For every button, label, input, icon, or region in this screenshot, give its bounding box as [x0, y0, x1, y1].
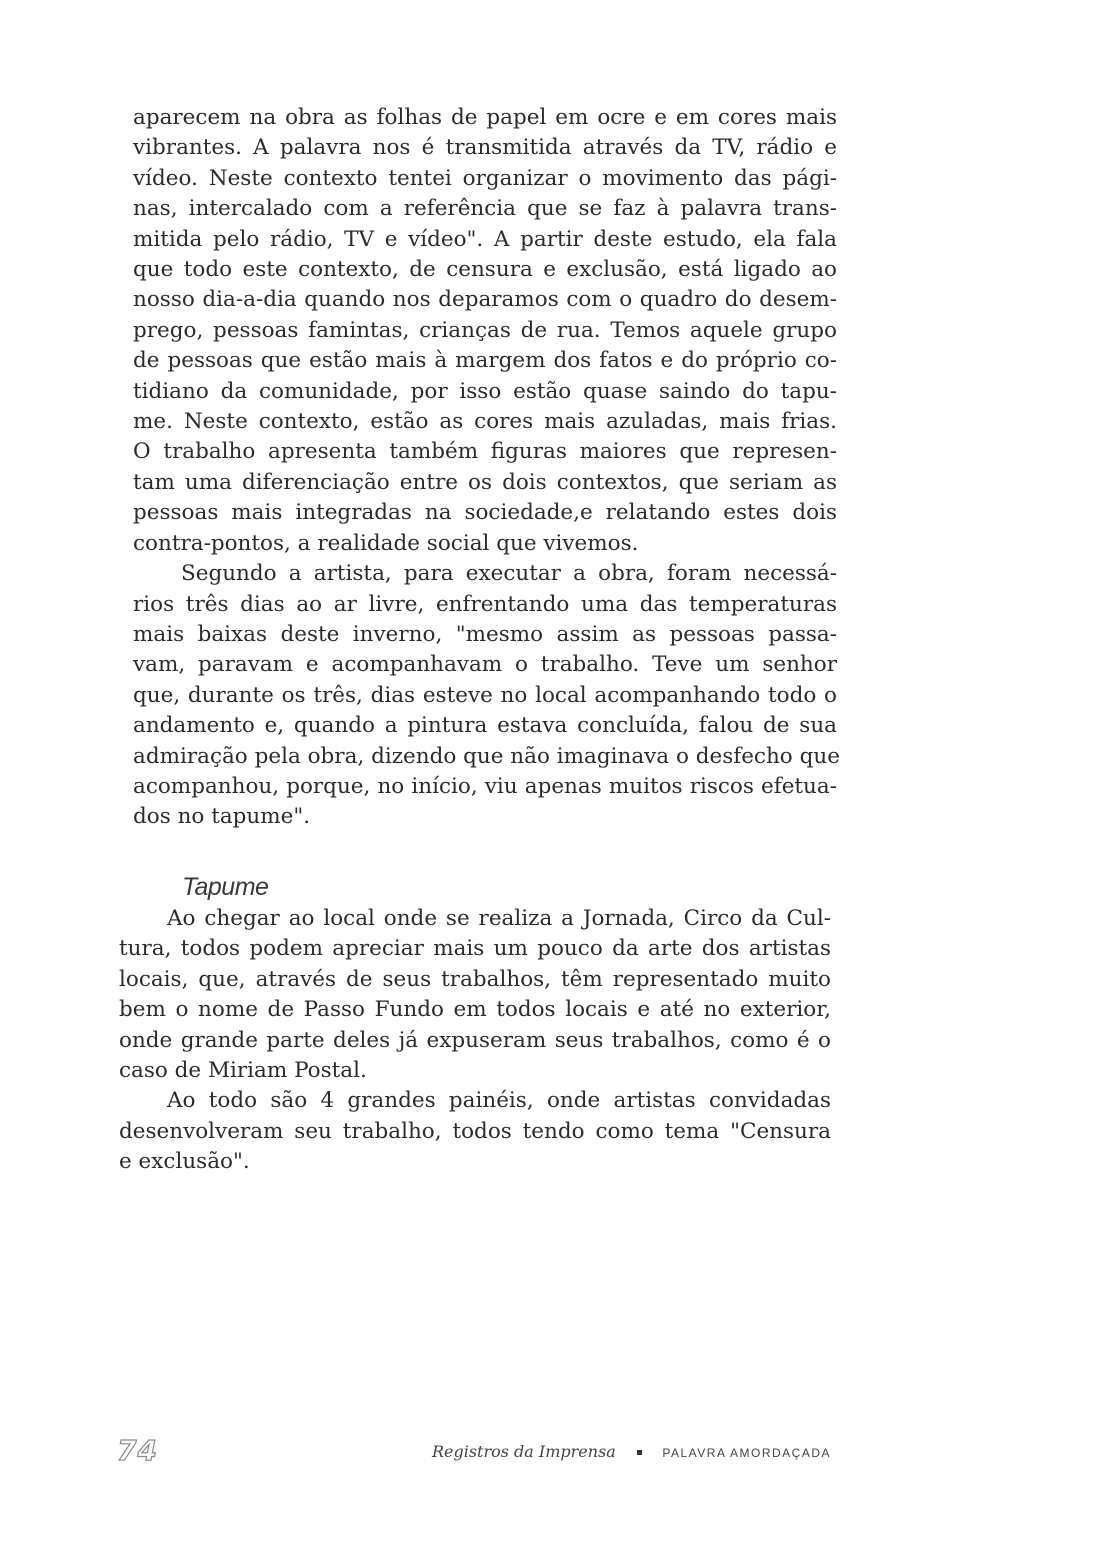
section-heading: Tapume [182, 873, 269, 901]
text-line: Ao todo são 4 grandes painéis, onde artistas convidadas [167, 1088, 831, 1114]
page-footer [117, 1436, 831, 1466]
paragraph [133, 103, 837, 559]
text-line: pessoas mais integradas na sociedade,e relatando estes dois [133, 500, 837, 526]
text-line: que todo este contexto, de censura e exclusão, está ligado ao [133, 257, 837, 283]
text-line: mitida pelo rádio, TV e vídeo". A partir deste estudo, ela fala [133, 226, 837, 252]
section-tapume [119, 872, 831, 1178]
text-line: tura, todos podem apreciar mais um pouco da arte dos artistas [119, 936, 831, 962]
text-line: O trabalho apresenta também figuras maiores que represen- [133, 439, 837, 465]
section-body-text [119, 904, 831, 1178]
running-title [432, 1442, 831, 1461]
bullet-separator [637, 1450, 642, 1455]
text-line: locais, que, através de seus trabalhos, têm representado muito [119, 966, 831, 992]
text-line: me. Neste contexto, estão as cores mais azuladas, mais frias. [133, 409, 837, 435]
text-line: e exclusão". [119, 1149, 250, 1175]
page-number: 74 [117, 1434, 158, 1467]
text-line: acompanhou, porque, no início, viu apenas muitos riscos efetua- [133, 773, 837, 799]
text-line: mais baixas deste inverno, "mesmo assim as pessoas passa- [133, 621, 837, 647]
text-line: admiração pela obra, dizendo que não imaginava o desfecho que [133, 743, 840, 769]
chapter-title: PALAVRA AMORDAÇADA [662, 1446, 831, 1460]
text-line: que, durante os três, dias esteve no local acompanhando todo o [133, 682, 837, 708]
paragraph [119, 1086, 831, 1177]
body-text-top [133, 103, 840, 833]
text-line: dos no tapume". [133, 804, 311, 830]
paragraph [133, 559, 840, 833]
text-line: aparecem na obra as folhas de papel em ocre e em cores mais [133, 105, 837, 130]
text-line: onde grande parte deles já expuseram seus trabalhos, como é o [119, 1027, 831, 1053]
text-line: andamento e, quando a pintura estava concluída, falou de sua [133, 713, 837, 739]
text-line: nosso dia-a-dia quando nos deparamos com o quadro do desem- [133, 287, 837, 313]
text-line: caso de Miriam Postal. [119, 1058, 367, 1084]
text-line: Ao chegar ao local onde se realiza a Jornada, Circo da Cul- [167, 906, 831, 931]
text-line: vibrantes. A palavra nos é transmitida através da TV, rádio e [133, 135, 837, 161]
text-line: nas, intercalado com a referência que se faz à palavra trans- [133, 196, 837, 222]
text-line: tam uma diferenciação entre os dois contextos, que seriam as [133, 469, 837, 495]
paragraph [119, 904, 831, 1086]
book-title: Registros da Imprensa [431, 1442, 616, 1461]
text-line: prego, pessoas famintas, crianças de rua. Temos aquele grupo [133, 317, 837, 343]
text-line: desenvolveram seu trabalho, todos tendo como tema "Censura [119, 1118, 831, 1144]
text-line: Segundo a artista, para executar a obra, foram necessá- [181, 561, 837, 587]
text-line: vam, paravam e acompanhavam o trabalho. Teve um senhor [133, 652, 837, 678]
text-line: bem o nome de Passo Fundo em todos locais e até no exterior, [119, 997, 831, 1023]
text-line: vídeo. Neste contexto tentei organizar o movimento das pági- [133, 165, 837, 191]
text-line: contra-pontos, a realidade social que vivemos. [133, 530, 639, 556]
text-line: rios três dias ao ar livre, enfrentando uma das temperaturas [133, 591, 837, 617]
text-line: tidiano da comunidade, por isso estão quase saindo do tapu- [133, 378, 837, 404]
text-line: de pessoas que estão mais à margem dos fatos e do próprio co- [133, 348, 837, 374]
